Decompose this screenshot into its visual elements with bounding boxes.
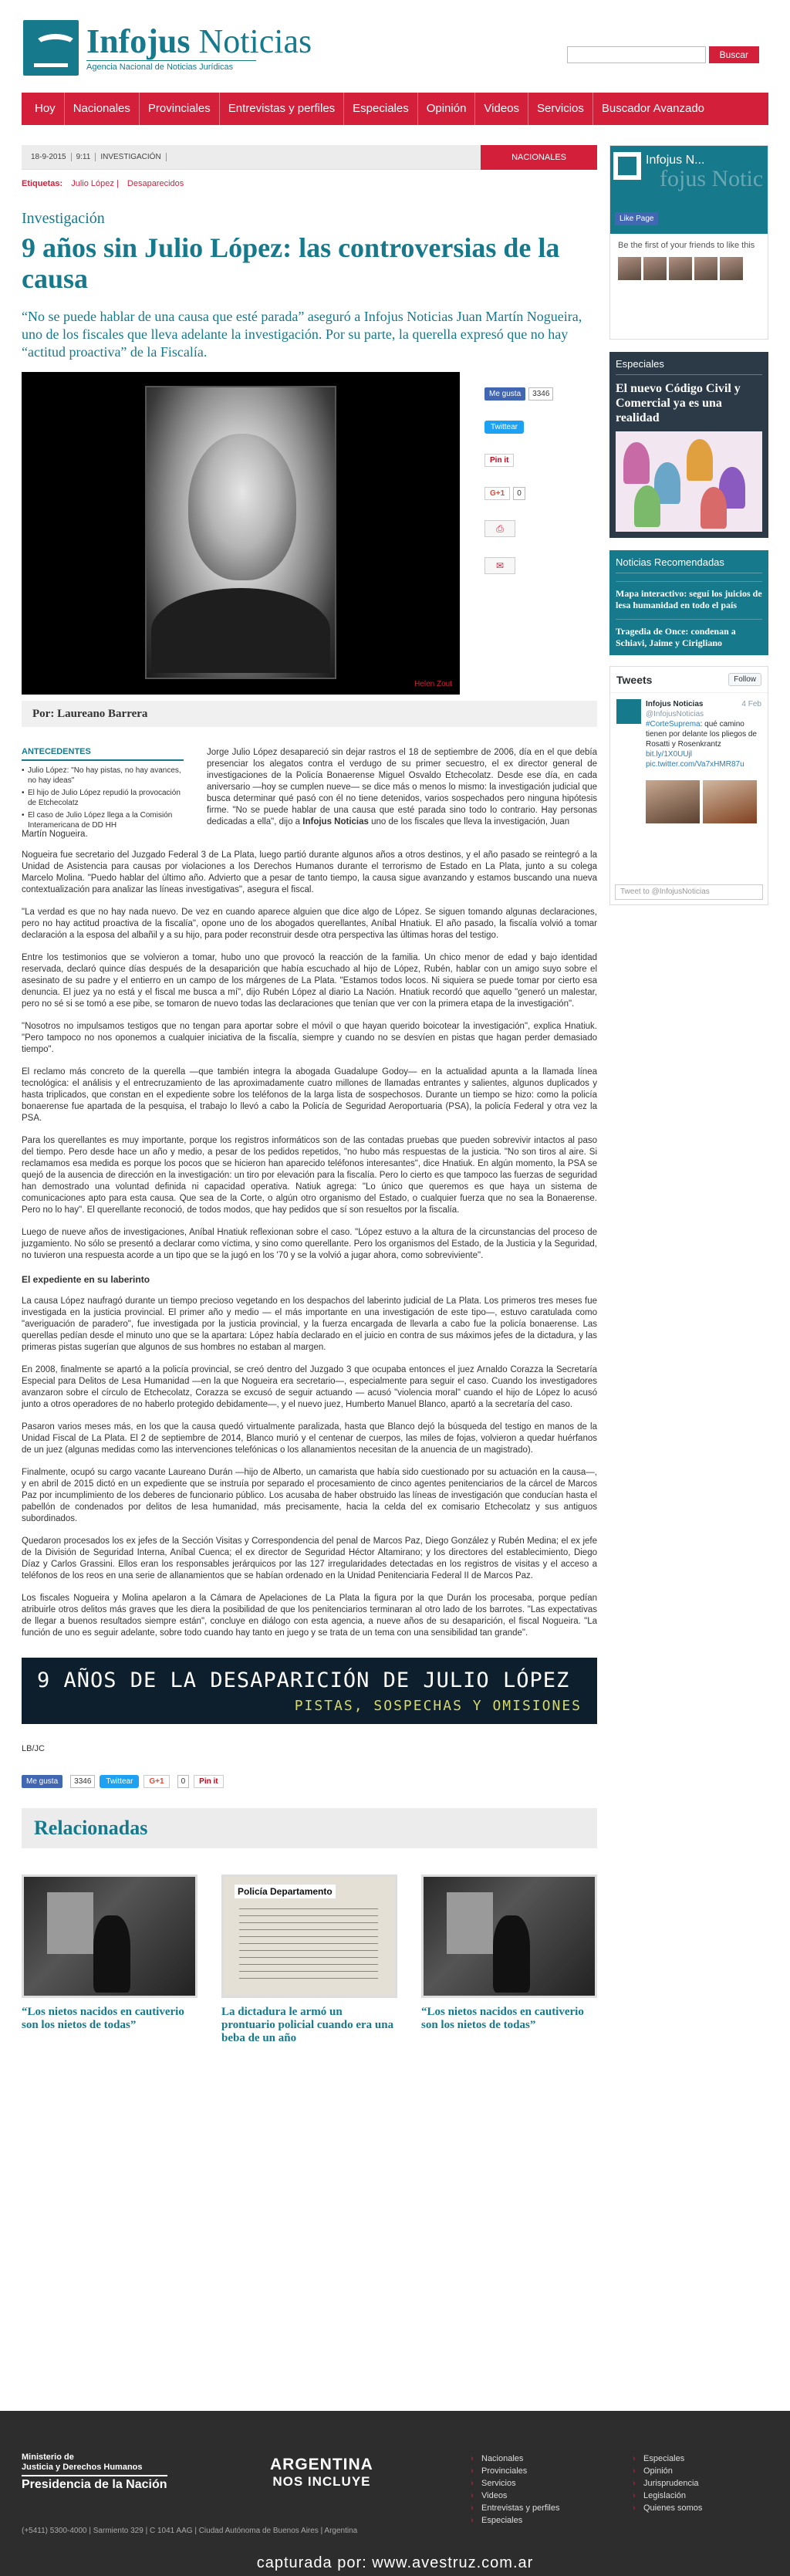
related-image[interactable] bbox=[421, 1875, 597, 1998]
pin-share bbox=[484, 454, 597, 467]
logo-icon bbox=[23, 20, 79, 76]
main-nav bbox=[22, 93, 768, 125]
tweet-handle[interactable]: @InfojusNoticias bbox=[646, 710, 704, 718]
fb-friends-text: Be the first of your friends to like this bbox=[618, 241, 755, 250]
print-share bbox=[484, 520, 597, 537]
tweet-button[interactable]: Twittear bbox=[484, 421, 524, 434]
fb-like-page-button[interactable]: Like Page bbox=[615, 212, 658, 225]
illustration-figure bbox=[623, 442, 650, 484]
footer-address: (+5411) 5300-4000 | Sarmiento 329 | C 1041 AAG | Ciudad Autónoma de Buenos Aires | Argentina bbox=[22, 2527, 358, 2535]
twitter-widget bbox=[609, 666, 768, 905]
nav-item-entrevistas[interactable]: Entrevistas y perfiles bbox=[220, 93, 344, 125]
gov-ministry: Ministerio de Justicia y Derechos Humanos bbox=[22, 2453, 143, 2472]
article-body bbox=[22, 747, 597, 2045]
related-image-figure bbox=[493, 1915, 530, 1993]
article-intro: Jorge Julio López desapareció sin dejar rastros el 18 de septiembre de 2006, día en el que debía presenciar los alegatos contra el verdugo de su primer secuestro, el ex director general de investigaciones de la Policía Bonaerense Miguel Osvaldo Etchecolatz. Desde ese día, en cada aniversario —hoy se cumplen nueve— se dice más o menos lo mismo: la investigación judicial que busca determinar qué pasó con él no tiene detenidos, varios sospechados pero ninguna hipótesis firme. "No se puede hablar de una causa que esté parada sino todo lo contrario. Hay personas dedicadas a ella", dijo a Infojus Noticias uno de los fiscales que lleva la investigación, Juan bbox=[207, 748, 597, 827]
facebook-widget bbox=[609, 145, 768, 340]
capture-watermark: capturada por: www.avestruz.com.ar bbox=[256, 2554, 534, 2571]
article-time: 9:11 bbox=[72, 153, 96, 161]
pinterest-button[interactable]: Pin it bbox=[194, 1775, 223, 1788]
tweet bbox=[610, 693, 768, 776]
gplus-button[interactable]: G+1 bbox=[143, 1775, 169, 1788]
fb-like-button[interactable]: Me gusta bbox=[484, 387, 525, 401]
fb-faces bbox=[610, 257, 768, 280]
argentina-text: ARGENTINA bbox=[270, 2456, 373, 2473]
antecedentes-title: ANTECEDENTES bbox=[22, 747, 184, 761]
nav-item-hoy[interactable]: Hoy bbox=[26, 93, 65, 125]
article-credits: LB/JC bbox=[22, 1744, 45, 1753]
antecedente-link[interactable]: • El caso de Julio López llega a la Comisión Interamericana de DD HH bbox=[22, 810, 184, 830]
tweet-pic-link[interactable]: pic.twitter.com/Va7xHMR87u bbox=[646, 760, 744, 769]
share-column bbox=[484, 387, 597, 594]
nav-item-videos[interactable]: Videos bbox=[475, 93, 528, 125]
logo-subtitle: Agencia Nacional de Noticias Jurídicas bbox=[86, 60, 256, 72]
tweet-hashtag[interactable]: #CorteSuprema bbox=[646, 720, 701, 729]
footer-link[interactable]: › Jurisprudencia bbox=[631, 2477, 702, 2490]
tweet-body bbox=[646, 699, 761, 769]
related-caption[interactable]: La dictadura le armó un prontuario policial cuando era una beba de un año bbox=[221, 2006, 394, 2044]
footer-links-2 bbox=[631, 2453, 702, 2514]
tweet-to-input[interactable]: Tweet to @InfojusNoticias bbox=[615, 884, 763, 900]
site-footer bbox=[0, 2411, 790, 2576]
nos-incluye-text: NOS INCLUYE bbox=[272, 2474, 371, 2489]
pinterest-button[interactable]: Pin it bbox=[484, 454, 514, 467]
fb-page-title[interactable]: Infojus N... bbox=[646, 154, 705, 167]
nav-item-servicios[interactable]: Servicios bbox=[528, 93, 593, 125]
article-column bbox=[22, 145, 597, 2045]
tweet-photo[interactable] bbox=[703, 780, 757, 823]
related-item[interactable] bbox=[22, 1875, 198, 2045]
fb-friend-avatar[interactable] bbox=[720, 257, 743, 280]
sidebar bbox=[609, 145, 768, 905]
tweet-text: #CorteSuprema: qué camino tienen por delante los pliegos de Rosatti y Rosenkrantz bit.ly/1X0UUjl pic.twitter.com/Va7xHMR87u bbox=[646, 720, 757, 769]
footer-link[interactable]: › Nacionales bbox=[469, 2453, 559, 2465]
article-intro-end: Martín Nogueira. bbox=[22, 830, 88, 839]
logo-name: Infojus Noticias bbox=[86, 22, 312, 60]
footer-links-1 bbox=[469, 2453, 559, 2527]
gov-logo[interactable] bbox=[22, 2453, 167, 2492]
fb-friend-avatar[interactable] bbox=[669, 257, 692, 280]
fb-cover[interactable] bbox=[610, 146, 768, 234]
related-item[interactable] bbox=[221, 1875, 397, 2045]
nav-item-buscador[interactable]: Buscador Avanzado bbox=[601, 102, 705, 115]
related-image-window bbox=[47, 1892, 93, 1954]
portrait-shoulders bbox=[151, 588, 330, 673]
argentina-logo bbox=[270, 2456, 373, 2490]
related-image-figure bbox=[93, 1915, 130, 1993]
related-image-label: Policía Departamento bbox=[235, 1885, 336, 1898]
related-image[interactable] bbox=[22, 1875, 198, 1998]
portrait-image bbox=[145, 386, 336, 679]
twitter-title: Tweets bbox=[616, 673, 653, 686]
footer-link[interactable]: › Especiales bbox=[631, 2453, 702, 2465]
twitter-follow-button[interactable]: Follow bbox=[728, 673, 761, 686]
tags-label: Etiquetas: bbox=[22, 179, 63, 188]
related-grid bbox=[22, 1875, 597, 2045]
article-photo bbox=[22, 372, 460, 695]
article-kicker: Investigación bbox=[22, 210, 105, 227]
tweet-media bbox=[646, 780, 761, 823]
article-date: 18-9-2015 bbox=[26, 153, 72, 161]
banner-subtitle: PISTAS, SOSPECHAS Y OMISIONES bbox=[294, 1698, 582, 1714]
fb-like-button[interactable]: Me gusta bbox=[22, 1775, 62, 1788]
article-paragraph: El reclamo más concreto de la querella —que también integra la abogada Guadalupe Godoy— en la actualidad apunta a la llamada línea tecnológica: el análisis y el entrecruzamiento de las aproximadamente cuatro millones de llamadas entrantes y salientes, algunos duplicados y hasta triplicados, que constan en el expediente sobre los teléfonos de la larga lista de sospechosos. Durante un tiempo se hizo: como la policía bonaerense fue apartada de la pesquisa, el trabajo lo llevó a cabo la Policía de Seguridad Aeroportuaria (PSA), la policía Federal y otra vez la PSA. bbox=[22, 1067, 597, 1123]
tweet-date[interactable]: 4 Feb bbox=[741, 700, 761, 708]
article-paragraph: Quedaron procesados los ex jefes de la Sección Visitas y Correspondencia del penal de Marcos Paz, Diego González y Rubén Medina; el ex jefe de la División de Seguridad Interna, Aníbal Cuenca; el ex director de Seguridad Héctor Altamirano; y los directores del establecimiento, Diego Díaz y Carlos Grassini. Ellos eran los responsables jerárquicos por las 127 irregularidades detectadas en los registros de visitas y el acceso a teléfonos de los reos en una serie de allanamientos que se habían ordenado en la Unidad Penitenciaria Federal II de Marcos Paz. bbox=[22, 1536, 597, 1580]
fb-like-count: 3346 bbox=[70, 1775, 95, 1788]
tags-row: Etiquetas: Julio López | Desaparecidos bbox=[22, 179, 184, 188]
footer-link[interactable]: › Videos bbox=[469, 2490, 559, 2502]
logo-text bbox=[86, 22, 312, 72]
nav-item-opinion[interactable]: Opinión bbox=[418, 93, 476, 125]
especiales-box bbox=[609, 352, 768, 538]
footer-link[interactable]: › Provinciales bbox=[469, 2465, 559, 2477]
footer-link[interactable]: › Opinión bbox=[631, 2465, 702, 2477]
footer-link[interactable]: › Quienes somos bbox=[631, 2502, 702, 2514]
portrait-face bbox=[188, 434, 296, 580]
tweet-link[interactable]: bit.ly/1X0UUjl bbox=[646, 750, 693, 759]
recomendadas-head: Noticias Recomendadas bbox=[616, 556, 762, 573]
fb-page-logo-icon bbox=[613, 152, 641, 180]
article-paragraph: Para los querellantes es muy importante, porque los registros informáticos son de las contadas pruebas que pueden sobrevivir intactos al paso del tiempo. Pero desde hace un año y medio, a pesar de los pedidos repetidos, "no hubo más respuestas de la justicia. "No son tiros al aire. Si reclamamos esa medida es porque los pocos que se hicieron han aparecido teléfonos interesantes", dice Hnatiuk. En algún momento, la PSA se quejó de la ausencia de dirección en la investigación: un tiro por elevación para la fiscalía. Pero lo cierto es que tampoco las fuerzas de seguridad han demostrado una voluntad definida ni capacidad operativa. Natiuk agrega: "Lo único que queremos es que haya un sistema de comunicaciones apto para esta causa. Que sea de la Corte, o algún otro organismo del Estado, o cualquier fuerza que no sea la Bonaerense. Pero no lo hay". El querellante reconoció, de todos modos, que hay pedidos que sí son resueltos por la fiscalía. bbox=[22, 1136, 597, 1215]
fb-friend-avatar[interactable] bbox=[618, 257, 641, 280]
article-title: 9 años sin Julio López: las controversias de la causa bbox=[22, 232, 560, 294]
article-paragraph: "La verdad es que no hay nada nuevo. De vez en cuando aparece alguien que dice algo de López. Se siguen tomando algunas declaraciones, pero no hay actitud proactiva de la fiscalía", opone uno de los abogados querellantes, Aníbal Hnatiuk. El año pasado, la fiscalía volvió a tomar declaración a la esposa del albañil y a su hijo, para poder reconstruir desde otra perspectiva las últimas horas del testigo. bbox=[22, 908, 597, 940]
email-icon[interactable]: ✉ bbox=[484, 557, 515, 574]
article-lead: “No se puede hablar de una causa que esté parada” aseguró a Infojus Noticias Juan Martín Nogueira, uno de los fiscales que lleva adelante la investigación. Por su parte, la querella expresó que no hay “actitud proactiva” de la Fiscalía. bbox=[22, 309, 582, 360]
photo-credit: Helen Zout bbox=[414, 680, 452, 688]
print-icon[interactable]: ⎙ bbox=[484, 520, 515, 537]
related-image-window bbox=[447, 1892, 493, 1954]
related-image-document bbox=[239, 1908, 378, 1985]
article-paragraph: Pasaron varios meses más, en los que la causa quedó virtualmente paralizada, hasta que Blanco dejó la búsqueda del testigo en manos de la Unidad Fiscal de La Plata. El 2 de septiembre de 2014, Blanco murió y el centenar de cuerpos, las miles de fojas, volvieron a quedar huérfanos de un juez (algunas medidas como las intervenciones telefónicas o los allanamientos necesitan de la anuencia de un magistrado). bbox=[22, 1422, 597, 1455]
nav-item-nacionales[interactable]: Nacionales bbox=[65, 93, 140, 125]
site-header bbox=[0, 0, 790, 93]
tag-desaparecidos[interactable]: Desaparecidos bbox=[127, 179, 184, 188]
antecedentes-box bbox=[22, 747, 184, 833]
gplus-count: 0 bbox=[177, 1775, 190, 1788]
antecedente-link[interactable]: • Julio López: "No hay pistas, no hay avances, no hay ideas" bbox=[22, 766, 184, 786]
search-input[interactable] bbox=[567, 46, 706, 63]
article-paragraph: Entre los testimonios que se volvieron a tomar, hubo uno que provocó la reacción de la familia. Un chico menor de edad y bajo identidad reservada, declaró quince días después de la desaparición que había escuchado al hijo de López, Rubén, hablar con un amigo suyo sobre el asesinato de su padre y el entierro en un campo de los márgenes de La Plata. "Estamos todos locos. Ni siquiera se puede tomar por cierto esa denuncia. El juez ya no está y el fiscal me busca a mí", dijo Rubén López al diario La Nación. Hnatiuk recordó que aquello "generó un malestar, pero no sé si se tomó a ese pibe, se tomaron de nuevo todas las declaraciones que tenían que ver con la primera etapa de la investigación". bbox=[22, 953, 597, 1009]
nav-item-provinciales[interactable]: Provinciales bbox=[140, 93, 220, 125]
recomendadas-box bbox=[609, 550, 768, 655]
recomendada-link[interactable]: Mapa interactivo: seguí los juicios de lesa humanidad en todo el país bbox=[616, 581, 762, 611]
illustration-figure bbox=[634, 485, 660, 527]
nav-item-especiales[interactable]: Especiales bbox=[344, 93, 418, 125]
banner-title: 9 AÑOS DE LA DESAPARICIÓN DE JULIO LÓPEZ bbox=[37, 1668, 570, 1692]
especiales-title[interactable]: El nuevo Código Civil y Comercial ya es una realidad bbox=[616, 382, 741, 424]
fb-friend-avatar[interactable] bbox=[643, 257, 667, 280]
illustration-figure bbox=[687, 439, 713, 481]
tweet-button[interactable]: Twittear bbox=[100, 1775, 139, 1788]
fb-like-count: 3346 bbox=[528, 387, 553, 401]
fb-friend-avatar[interactable] bbox=[694, 257, 717, 280]
related-item[interactable] bbox=[421, 1875, 597, 2045]
special-banner[interactable] bbox=[22, 1658, 597, 1724]
footer-link[interactable]: › Servicios bbox=[469, 2477, 559, 2490]
article-paragraph: Luego de nueve años de investigaciones, Aníbal Hnatiuk reflexionan sobre el caso. "López estuvo a la altura de la circunstancias del proceso de juzgamiento. No sólo se presentó a declarar como víctima, y sino como querellante. Pero los organismos del Estado, de la Justicia y la Seguridad, no tuvieron una respuesta acorde a un tipo que se la jugó en los '70 y se la volvió a jugar ahora, como sobreviviente". bbox=[22, 1228, 597, 1260]
site-logo[interactable] bbox=[23, 20, 312, 76]
especiales-image[interactable] bbox=[616, 431, 762, 532]
bottom-share-row bbox=[22, 1775, 597, 1788]
footer-link[interactable]: › Entrevistas y perfiles bbox=[469, 2502, 559, 2514]
article-byline: Por: Laureano Barrera bbox=[22, 701, 597, 727]
email-share bbox=[484, 557, 597, 574]
antecedente-link[interactable]: • El hijo de Julio López repudió la provocación de Etchecolatz bbox=[22, 788, 184, 808]
article-subhead: El expediente en su laberinto bbox=[22, 1274, 150, 1285]
gov-presidency: Presidencia de la Nación bbox=[22, 2475, 167, 2492]
recomendada-link[interactable]: Tragedia de Once: condenan a Schiavi, Jaime y Cirigliano bbox=[616, 619, 762, 649]
article-section: INVESTIGACIÓN bbox=[96, 153, 166, 161]
tw-share bbox=[484, 421, 597, 434]
gplus-button[interactable]: G+1 bbox=[484, 487, 510, 500]
fb-cover-text: fojus Notic bbox=[660, 166, 764, 191]
twitter-avatar[interactable] bbox=[616, 699, 641, 724]
related-title: Relacionadas bbox=[22, 1808, 597, 1848]
tag-julio-lopez[interactable]: Julio López bbox=[71, 179, 114, 188]
footer-link[interactable]: › Especiales bbox=[469, 2514, 559, 2527]
footer-link[interactable]: › Legislación bbox=[631, 2490, 702, 2502]
especiales-head: Especiales bbox=[616, 358, 762, 375]
search-button[interactable]: Buscar bbox=[709, 46, 759, 63]
illustration-figure bbox=[701, 487, 727, 529]
related-caption[interactable]: “Los nietos nacidos en cautiverio son los nietos de todas” bbox=[22, 2006, 184, 2031]
article-paragraph: En 2008, finalmente se apartó a la policía provincial, se creó dentro del Juzgado 3 que ocupaba entonces el juez Arnaldo Corazza la Secretaría Especial para Delitos de Lesa Humanidad —en la que Nogueira era secretario—, especialmente para seguir el caso. Cuando los investigadores avanzaron sobre el círculo de Etchecolatz, Corazza se excusó de seguir actuando — acusó "violencia moral" cuando el hijo de López lo acusó junto a otros operadores de no haberlo protegido debidamente—, y el nuevo juez, Humberto Manuel Blanco, apartó a la secretaría del caso. bbox=[22, 1365, 597, 1409]
article-paragraph: Los fiscales Nogueira y Molina apelaron a la Cámara de Apelaciones de La Plata la figura por la que Durán los procesaba, porque pedían atribuirle otros delitos más graves que les diera la posibilidad de que los penitenciarios terminaran al otro lado de los barrotes. "Las expectativas de llegar a buenos resultados siempre están", concluye en diálogo con esta agencia, a nueve años de su desaparición, el fiscal Nogueira. "La función de uno es seguir adelante, sobre todo cuando hay tanto en juego y se trata de un tema con una sensibilidad tan grande". bbox=[22, 1594, 597, 1638]
tweet-photo[interactable] bbox=[646, 780, 700, 823]
gplus-share bbox=[484, 487, 597, 500]
article-paragraph: Finalmente, ocupó su cargo vacante Laureano Durán —hijo de Alberto, un camarista que había sido cuestionado por su actuación en la causa—, y en abril de 2015 dictó en un expediente que se instruía por separado el procesamiento de cinco agentes penitenciarios de la cárcel de Marcos Paz por incumplimiento de los deberes de funcionario público. Los acusaba de haber obstruido las líneas de investigación que conducían hasta el pabellón de condenados por delitos de lesa humanidad, más precisamente, hacia la celda del ex comisario Etchecolatz y sus antiguos subordinados. bbox=[22, 1468, 597, 1523]
article-paragraph: "Nosotros no impulsamos testigos que no tengan para aportar sobre el móvil o que hayan querido boicotear la investigación", explica Hnatiuk. "Pero tampoco no nos oponemos a cualquier iniciativa de la fiscalía, siempre y cuando no se desvíen en pistas que hagan perder demasiado tiempo". bbox=[22, 1022, 597, 1054]
antecedentes-list bbox=[22, 766, 184, 830]
article-paragraph: Nogueira fue secretario del Juzgado Federal 3 de La Plata, luego partió durante algunos años a otros destinos, y el año pasado se reintegró a la Unidad de Asistencia para causas por violaciones a los Derechos Humanos durante el terrorismo de Estado en La Plata, junto a su colega Marcelo Molina. "Puedo hablar del último año. Advierto que a pesar de tanto tiempo, la causa sigue avanzando y estamos buscando una nueva contextualización para analizar las líneas investigativas", asegura el fiscal. bbox=[22, 850, 597, 894]
fb-share bbox=[484, 387, 597, 401]
search-box bbox=[567, 46, 759, 63]
article-paragraph: La causa López naufragó durante un tiempo precioso vegetando en los despachos del laberinto judicial de La Plata. Los primeros tres meses fue investigada en la justicia provincial. El primer año y medio — el más importante en una investigación de este tipo—, estuvo caratulada como "averiguación de paradero", fue investigada por la justicia provincial, y la fuerza encargada de llevarla a cabo fue la policía bonaerense. Las querellas pedían desde el minuto uno que se la apartara: López había declarado en el juicio en contra de sus máximos jefes de la dictadura, y las primeras pistas sugerían que algunos de sus hombres no estaban al margen. bbox=[22, 1296, 597, 1352]
related-caption[interactable]: “Los nietos nacidos en cautiverio son los nietos de todas” bbox=[421, 2006, 584, 2031]
media-block bbox=[22, 372, 597, 695]
meta-bar bbox=[22, 145, 597, 170]
tweet-author[interactable]: Infojus Noticias bbox=[646, 700, 704, 708]
twitter-head bbox=[610, 667, 768, 693]
gplus-count: 0 bbox=[513, 487, 525, 500]
category-badge[interactable]: NACIONALES bbox=[481, 145, 597, 170]
related-image[interactable] bbox=[221, 1875, 397, 1998]
